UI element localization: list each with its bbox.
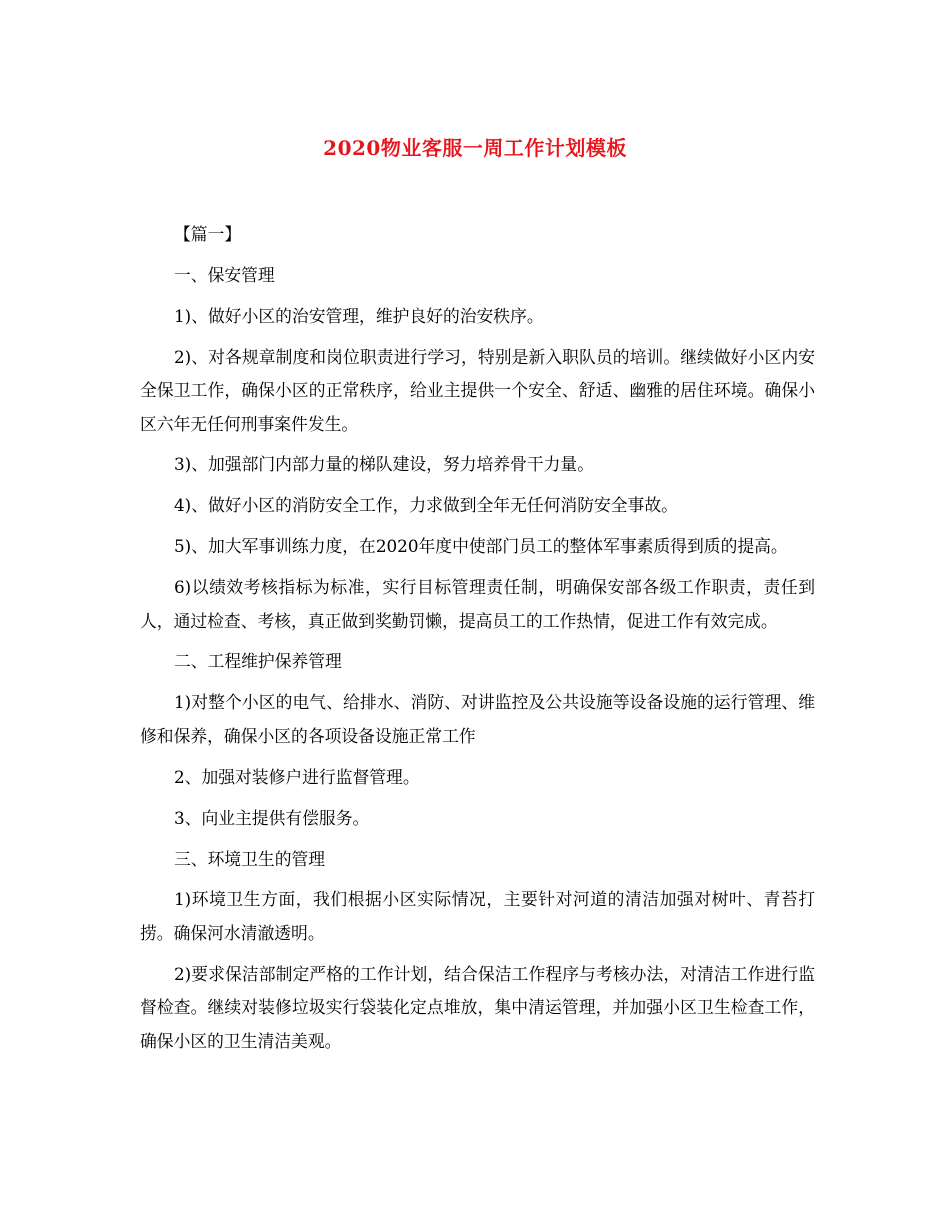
page-title: 2020物业客服一周工作计划模板 xyxy=(323,136,627,160)
document-body xyxy=(140,218,815,1065)
paragraph: 4)、做好小区的消防安全工作，力求做到全年无任何消防安全事故。 xyxy=(174,495,678,516)
paragraph: 1)环境卫生方面，我们根据小区实际情况，主要针对河道的清洁加强对树叶、青苔打捞。确保河水清澈透明。 xyxy=(140,889,815,943)
paragraph: 3)、加强部门内部力量的梯队建设，努力培养骨干力量。 xyxy=(174,454,594,475)
section-heading-sanitation: 三、环境卫生的管理 xyxy=(174,848,326,869)
paragraph: 2)要求保洁部制定严格的工作计划，结合保洁工作程序与考核办法，对清洁工作进行监督检查。继续对装修垃圾实行袋装化定点堆放，集中清运管理，并加强小区卫生检查工作，确保小区的卫生清洁美观。 xyxy=(140,963,815,1051)
section-label: 【篇一】 xyxy=(174,224,242,244)
paragraph: 3、向业主提供有偿服务。 xyxy=(174,807,370,828)
paragraph: 2、加强对装修户进行监督管理。 xyxy=(174,766,420,787)
section-heading-security: 一、保安管理 xyxy=(174,264,275,285)
paragraph: 1)对整个小区的电气、给排水、消防、对讲监控及公共设施等设备设施的运行管理、维修和保养，确保小区的各项设备设施正常工作 xyxy=(140,692,815,746)
paragraph: 5)、加大军事训练力度，在2020年度中使部门员工的整体军事素质得到质的提高。 xyxy=(174,536,788,557)
paragraph: 1)、做好小区的治安管理，维护良好的治安秩序。 xyxy=(174,305,544,326)
section-heading-engineering: 二、工程维护保养管理 xyxy=(174,651,342,672)
paragraph: 2)、对各规章制度和岗位职责进行学习，特别是新入职队员的培训。继续做好小区内安全保卫工作，确保小区的正常秩序，给业主提供一个安全、舒适、幽雅的居住环境。确保小区六年无任何刑事案件发生。 xyxy=(140,346,815,434)
paragraph: 6)以绩效考核指标为标准，实行目标管理责任制，明确保安部各级工作职责，责任到人，通过检查、考核，真正做到奖勤罚懒，提高员工的工作热情，促进工作有效完成。 xyxy=(140,577,815,631)
